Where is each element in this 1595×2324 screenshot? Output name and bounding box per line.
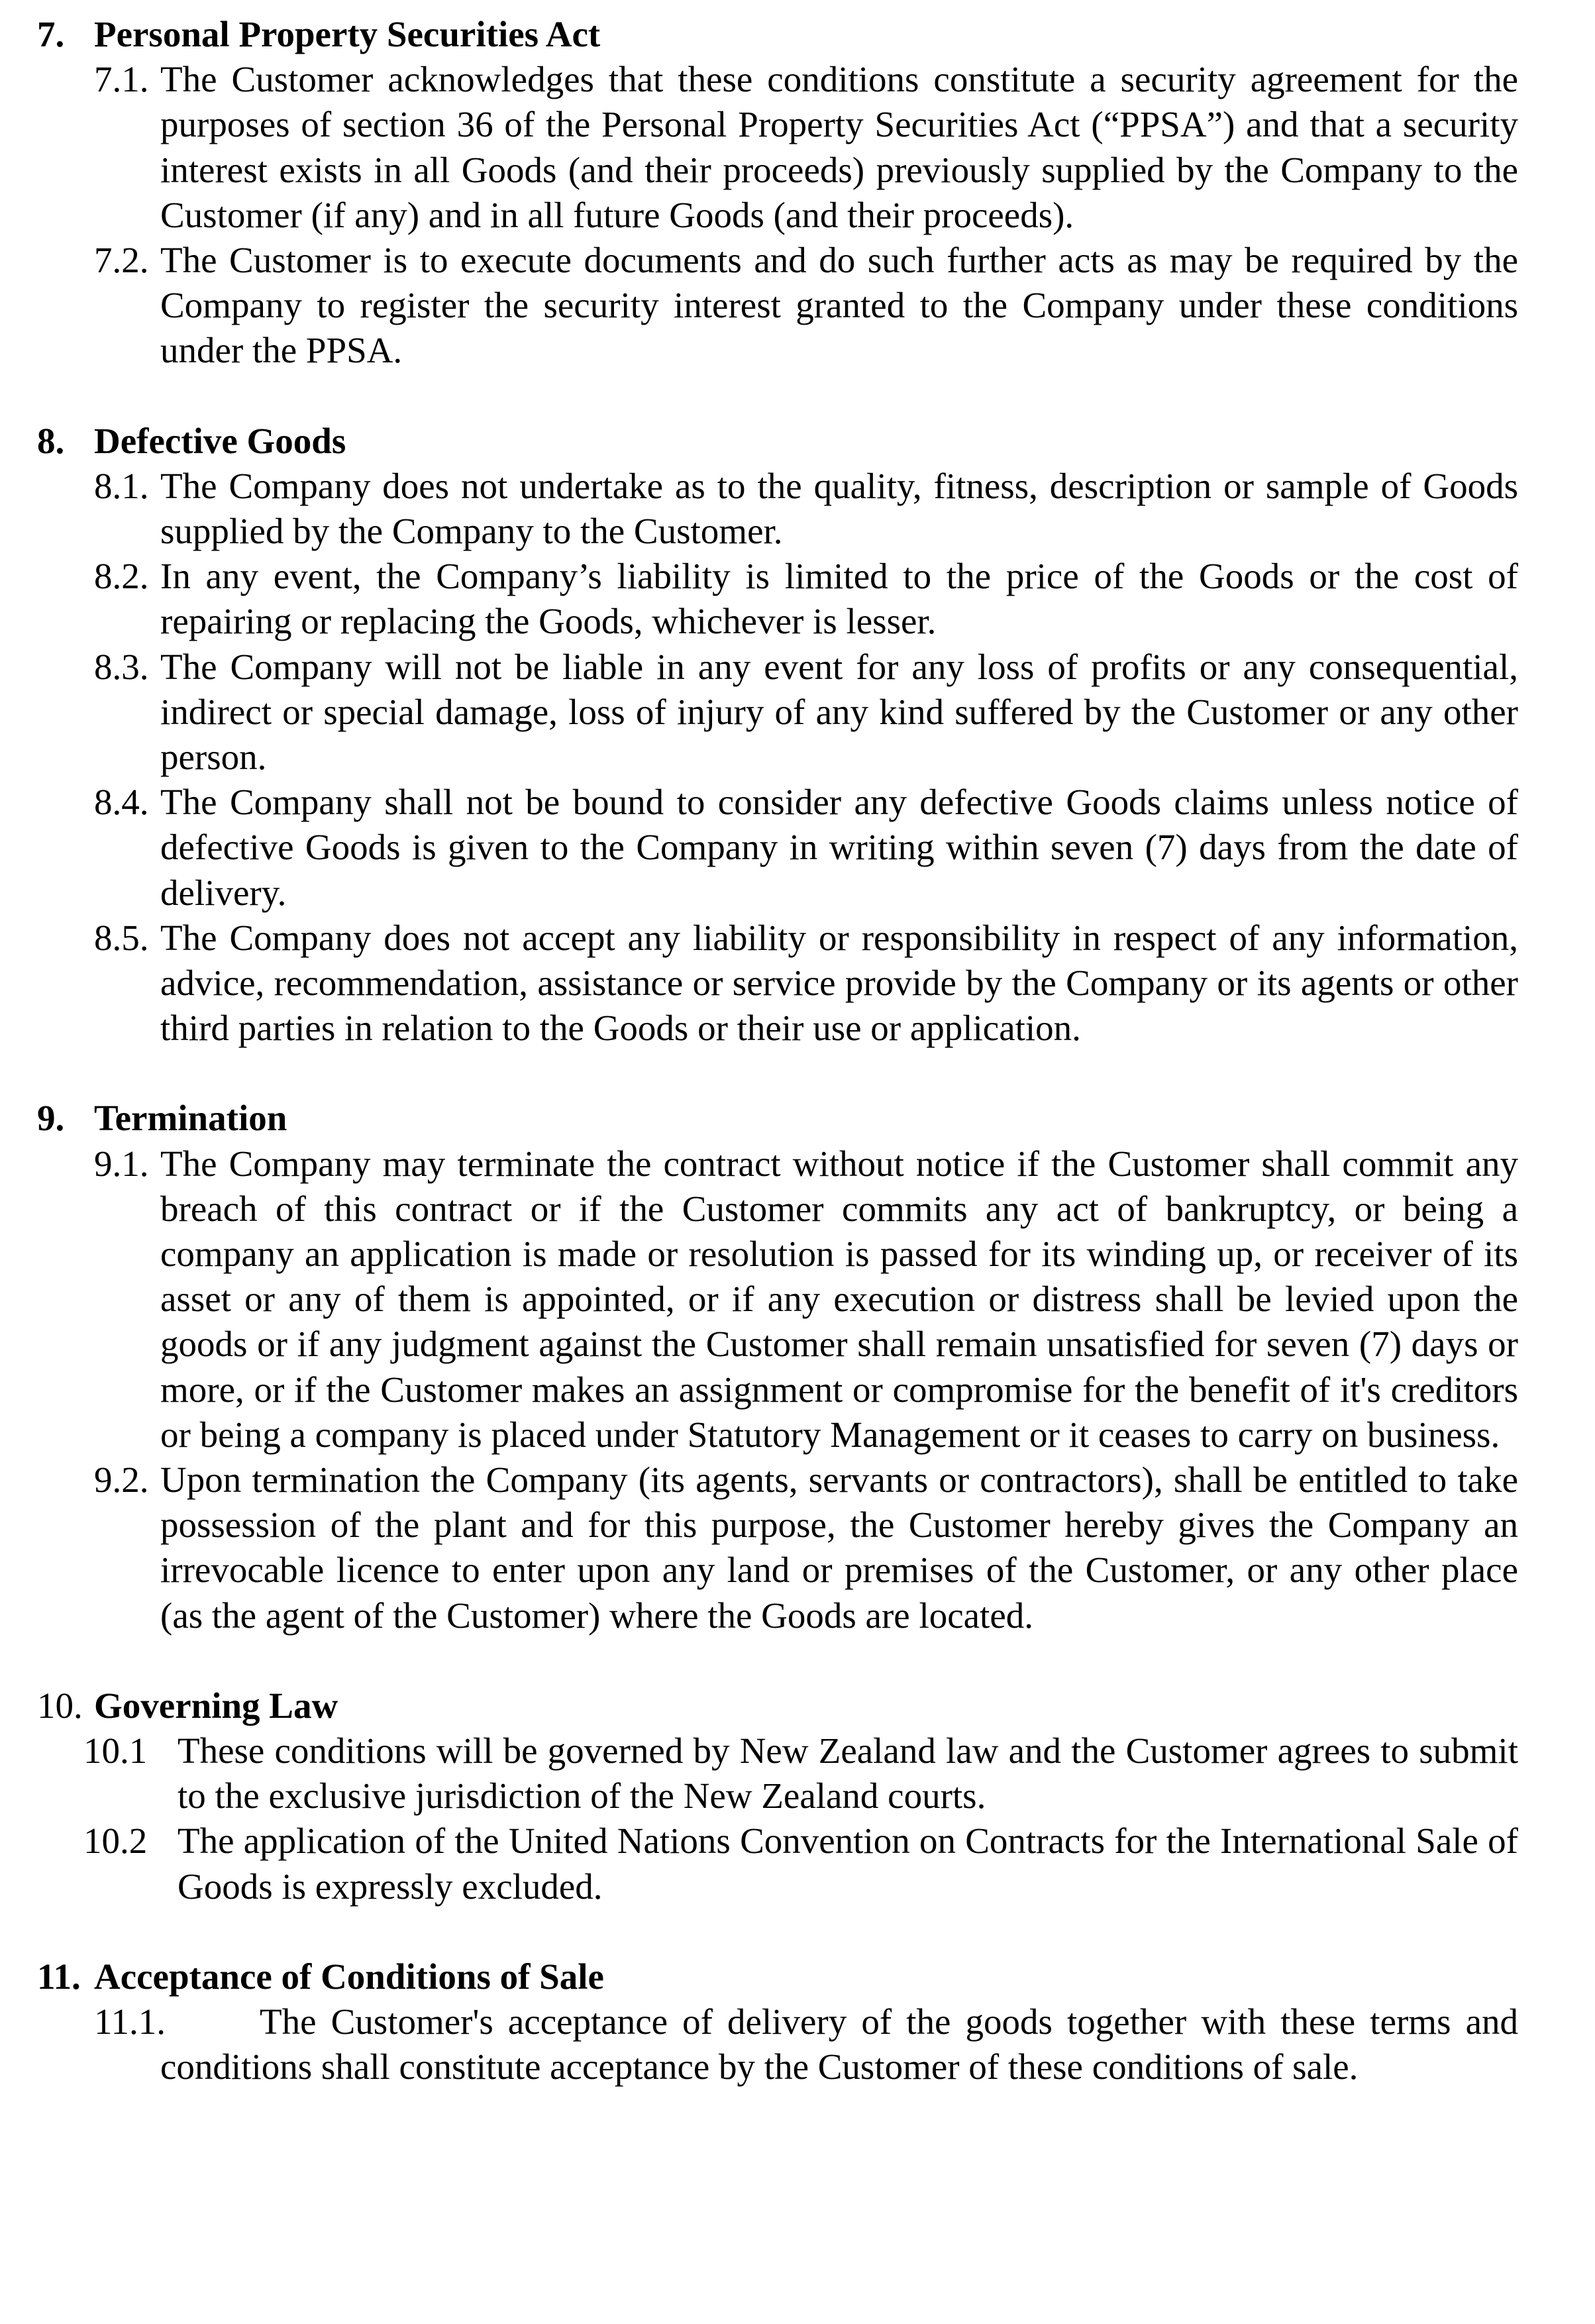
section-heading: [37, 419, 1518, 464]
clause-9-2: [37, 1457, 1518, 1638]
clause-text: The Customer is to execute documents and do such further acts as may be required by the Company to register the security interest granted to the Company under these conditions under the PPSA.: [160, 240, 1518, 371]
section-number: 11.: [37, 1956, 81, 1997]
section-8: [37, 419, 1518, 1051]
clause-8-1: [37, 464, 1518, 554]
section-title: Defective Goods: [94, 420, 346, 461]
clause-number: 7.2.: [94, 240, 149, 280]
section-title: Termination: [94, 1098, 287, 1139]
clause-text: Upon termination the Company (its agents, servants or contractors), shall be entitled to take possession of the plant and for this purpose, the Customer hereby gives the Company an irrevocable licence to enter upon any land or premises of the Customer, or any other place (as the agent of the Customer) where the Goods are located.: [160, 1459, 1518, 1636]
clause-8-4: [37, 780, 1518, 916]
clause-text: The Company does not accept any liability or responsibility in respect of any information, advice, recommendation, assistance or service provide by the Company or its agents or other third parties in relation to the Goods or their use or application.: [160, 917, 1518, 1049]
clause-text: The Company shall not be bound to consider any defective Goods claims unless notice of defective Goods is given to the Company in writing within seven (7) days from the date of delivery.: [160, 782, 1518, 913]
section-title: Personal Property Securities Act: [94, 14, 601, 54]
section-9: [37, 1096, 1518, 1638]
clause-number: 8.2.: [94, 556, 149, 597]
clause-7-2: [37, 238, 1518, 374]
clause-number: 8.5.: [94, 917, 149, 958]
clause-9-1: [37, 1141, 1518, 1457]
clause-8-3: [37, 645, 1518, 780]
clause-8-2: [37, 554, 1518, 644]
clause-number: 9.1.: [94, 1143, 149, 1184]
section-number: 7.: [37, 14, 65, 54]
clause-number: 8.1.: [94, 465, 149, 506]
clause-text: The application of the United Nations Convention on Contracts for the International Sale of Goods is expressly excluded.: [178, 1821, 1518, 1907]
section-heading: [37, 1683, 1518, 1728]
section-heading: [37, 1096, 1518, 1141]
clause-7-1: [37, 57, 1518, 238]
section-number: 10.: [37, 1685, 83, 1726]
clause-10-2: [37, 1819, 1518, 1909]
clause-text: The Customer's acceptance of delivery of the goods together with these terms and conditions shall constitute acceptance by the Customer of these conditions of sale.: [160, 2001, 1518, 2087]
section-title: Governing Law: [94, 1685, 338, 1726]
clause-text: The Company will not be liable in any event for any loss of profits or any consequential, indirect or special damage, loss of injury of any kind suffered by the Customer or any other person.: [160, 646, 1518, 778]
clause-number: 8.4.: [94, 782, 149, 823]
clause-10-1: [37, 1728, 1518, 1819]
clause-number: 7.1.: [94, 59, 149, 100]
section-7: [37, 12, 1518, 374]
clause-text: In any event, the Company’s liability is limited to the price of the Goods or the cost of repairing or replacing the Goods, whichever is lesser.: [160, 556, 1518, 642]
section-heading: [37, 12, 1518, 57]
clause-number: 9.2.: [94, 1459, 149, 1501]
section-11: [37, 1954, 1518, 2090]
section-heading: [37, 1954, 1518, 1999]
clause-text: The Company does not undertake as to the quality, fitness, description or sample of Goods supplied by the Company to the Customer.: [160, 465, 1518, 551]
clause-text: The Customer acknowledges that these conditions constitute a security agreement for the purposes of section 36 of the Personal Property Securities Act (“PPSA”) and that a security interest exists in all Goods (and their proceeds) previously supplied by the Company to the Customer (if any) and in all future Goods (and their proceeds).: [160, 59, 1518, 235]
document-page: [37, 12, 1518, 2089]
clause-text: These conditions will be governed by New Zealand law and the Customer agrees to submit to the exclusive jurisdiction of the New Zealand courts.: [178, 1730, 1518, 1817]
clause-number: 10.2: [83, 1821, 148, 1862]
clause-number: 11.1.: [94, 2001, 166, 2042]
clause-11-1: [37, 1999, 1518, 2089]
section-number: 8.: [37, 420, 65, 461]
section-title: Acceptance of Conditions of Sale: [94, 1956, 604, 1997]
clause-8-5: [37, 916, 1518, 1051]
clause-text: The Company may terminate the contract without notice if the Customer shall commit any breach of this contract or if the Customer commits any act of bankruptcy, or being a company an application is made or resolution is passed for its winding up, or receiver of its asset or any of them is appointed, or if any execution or distress shall be levied upon the goods or if any judgment against the Customer shall remain unsatisfied for seven (7) days or more, or if the Customer makes an assignment or compromise for the benefit of it's creditors or being a company is placed under Statutory Management or it ceases to carry on business.: [160, 1143, 1518, 1455]
section-number: 9.: [37, 1098, 65, 1139]
clause-number: 8.3.: [94, 646, 149, 687]
clause-number: 10.1: [83, 1730, 148, 1771]
section-10: [37, 1683, 1518, 1909]
